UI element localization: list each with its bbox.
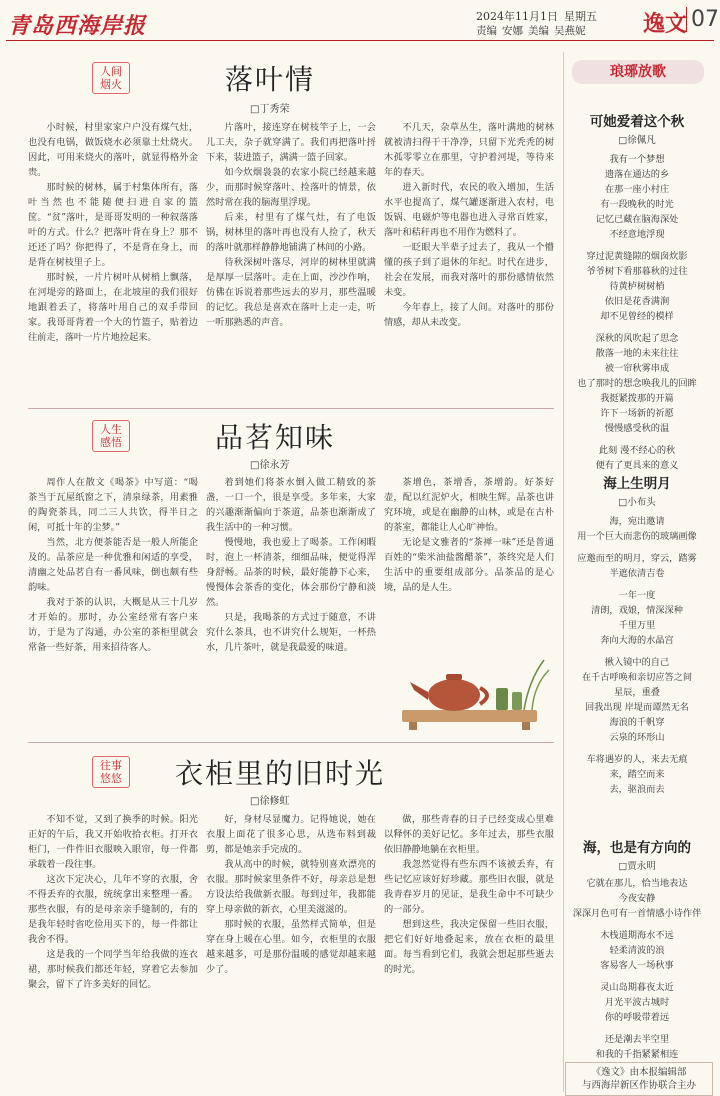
- issue-date: [476, 8, 603, 24]
- poem-line: 回我出现 岸堤而谭然无名: [585, 702, 689, 713]
- footer-line-2: 与西海岸新区作协联合主办: [581, 1080, 696, 1091]
- sidebar-footer: [565, 1062, 713, 1096]
- poem-line: 奔向大海的水晶宫: [600, 635, 674, 646]
- poem-line: 我有一个梦想: [609, 154, 665, 165]
- poem-line: 却不见曾经的模样: [600, 311, 674, 322]
- poem-line: 半遮依清吉卷: [609, 568, 665, 579]
- poem3-body: [563, 876, 711, 1062]
- poem-line: [563, 921, 711, 928]
- poem-line: 用一个巨大而悲伤的玻璃画像: [577, 531, 697, 542]
- poem-line: [563, 436, 711, 443]
- article2-column-1: 周作人在散文《喝茶》中写道：“喝茶当于瓦屋纸窗之下，清泉绿茶，用素雅的陶瓷茶具，同二三人共饮，得半日之闲，可抵十年的尘梦。” 当然，北方便茶能否是一般人所能企及的。品茶应是一种优雅和闲适的享受，清幽之处品茗自有一番风味，倒也颇有些韵味。 我对于茶的认识，大概是从三十几岁才开始的。那时，办公室经常有客户来访，于是为了沟通，办公室的茶柜里就会常备一些好茶，用来招待客人。: [28, 477, 198, 653]
- poem1-body: [563, 152, 711, 473]
- poem-line: 千里万里: [618, 620, 656, 631]
- poem-line: [563, 745, 711, 752]
- poem-line: 我挺紧拨那的开篇: [600, 393, 674, 404]
- poem3-title: 海，也是有方向的: [583, 840, 691, 856]
- poem-line: 穿过泥黄缝隙的烟囱炊影: [586, 251, 688, 262]
- poem-line: 海，宛出邀请: [609, 516, 665, 527]
- poem-line: 你的呼吸带着远: [604, 1012, 670, 1023]
- poem-line: 它就在那儿，恰当地表达: [586, 878, 688, 889]
- article3-byline: □徐修虹: [250, 796, 290, 807]
- teapot-illustration: [384, 640, 554, 735]
- poem-line: 有一段晚秋的时光: [600, 199, 674, 210]
- article1-tag: 人间烟火: [92, 62, 130, 94]
- divider: [28, 742, 554, 743]
- poem-line: 海浪的千帆穿: [609, 717, 665, 728]
- poem-line: 应邀而至的明月，穿云，踏雾: [577, 553, 697, 564]
- poem-line: 依旧是花香满涧: [604, 296, 670, 307]
- article3-tag: 往事悠悠: [92, 756, 130, 788]
- poem-line: [563, 1025, 711, 1032]
- poem-line: 来，踏空而来: [609, 769, 665, 780]
- poem2-title: 海上生明月: [603, 476, 671, 492]
- poem-line: [563, 648, 711, 655]
- poem-line: 在千古呼唤和亲切应答之间: [581, 672, 693, 683]
- weekday: 星期五: [564, 10, 597, 23]
- article2-title: 品茗知味: [215, 421, 336, 454]
- poem-line: 待黄栌树树梢: [609, 281, 665, 292]
- editor-name: 安娜: [502, 25, 523, 37]
- poem-line: 散落一地的未来往往: [595, 348, 679, 359]
- article3-column-3: 做，那些青春的日子已经变成心里难以释怀的美好记忆。多年过去，那些衣服依旧静静地躺在衣柜里。 我忽然觉得有些东西不该被丢弃，有些记忆应该好好珍藏。那些旧衣服，就是我青春岁月的见证，是我生命中不可缺少的一部分。 想到这些，我决定保留一些旧衣服，把它们好好地叠起来，放在衣柜的最里面。每当看到它们，我就会想起那些逝去的时光。: [384, 814, 554, 975]
- poem-line: 轻柔清波的浪: [609, 945, 665, 956]
- poem-line: 去，驱浪而去: [609, 784, 665, 795]
- page-number: 07: [686, 7, 719, 32]
- poem2-body: [563, 514, 711, 797]
- sidebar-header: 琅琊放歌: [572, 60, 704, 84]
- poem3-author: □贾永明: [618, 861, 656, 872]
- poem-line: 和我的千指紧紧相连: [595, 1049, 679, 1060]
- poem-line: 在那一座小村庄: [604, 184, 670, 195]
- poem-line: 爷爷树下看那暮秋的过往: [586, 266, 688, 277]
- section-name: 逸文: [643, 11, 688, 37]
- date: 2024年11月1日: [476, 10, 558, 23]
- poem-line: 还是潮去半空里: [604, 1034, 670, 1045]
- poem-line: 云泉的环形山: [609, 732, 665, 743]
- article2-column-2: 着到她们将茶水倒入做工精致的茶盏，一口一个，很是享受。多年来，大家的兴趣渐渐偏向于茶道，品茶也渐渐成了我生活中的一种习惯。 慢慢地，我也爱上了喝茶。工作闲暇时，泡上一杯清茶，细细品味，便觉得浑身舒畅。品茶的时候，最好能静下心来，慢慢体会茶香的变化，体会那份宁静和淡然。 只是，我喝茶的方式过于随意，不讲究什么茶具，也不讲究什么规矩，一杯热水，几片茶叶，就是我最爱的味道。: [206, 477, 376, 653]
- poem-line: 车将遇岁的人，来去无痕: [586, 754, 688, 765]
- poem-line: 不经意地浮现: [609, 229, 665, 240]
- article1-column-2: 片落叶，接连穿在树枝竿子上，一会儿工夫，杂子就穿满了。我们再把落叶捋下来，装进篮子，满满一篮子回家。 如今炊烟袅袅的农家小院已经越来越少，而那时候穿落叶、捡落叶的情景，依然时常在我的脑海里浮现。 后来，村里有了煤气灶，有了电饭锅，树林里的落叶再也没有人捡了，秋天的落叶就那样静静地铺满了林间的小路。 待秋深树叶落尽，河岸的树林里就满是厚厚一层落叶。走在上面，沙沙作响，仿佛在诉说着那些远去的岁月，那些温暖的记忆。我总是喜欢在落叶上走一走，听一听那熟悉的声音。: [206, 122, 376, 328]
- poem-line: 今夜安静: [618, 893, 656, 904]
- poem-line: 木栈道期海水不远: [600, 930, 674, 941]
- poem-line: 一年一度: [618, 590, 656, 601]
- poem-line: [563, 973, 711, 980]
- poem-line: 深深月色可有一首情感小诗作伴: [572, 908, 702, 919]
- footer-line-1: 《逸文》由本报编辑部: [591, 1067, 687, 1078]
- article1-column-3: 不几天，杂草丛生，落叶满地的树林就被清扫得干干净净，只留下光秃秃的树木孤零零立在那里，守护着河堤，等待来年的春天。 进入新时代，农民的收入增加，生活水平也提高了，煤气罐逐渐进入农村，电饭锅、电磁炉等电器也进入寻常百姓家，落叶和秸秆再也不用作为燃料了。 一眨眼大半辈子过去了，我从一个懵懂的孩子到了退休的年纪。时代在进步，社会在发展，而我对落叶的那份感情依然未变。 今年春上，接了人间。对落叶的那份情感，却从未改变。: [384, 122, 554, 328]
- newspaper-logo: 青岛西海岸报: [8, 13, 147, 39]
- poem-line: 慢慢感受秋的温: [604, 423, 670, 434]
- article1-title: 落叶情: [225, 63, 316, 96]
- article2-byline: □徐永芳: [250, 460, 290, 471]
- poem1-author: □徐佩凡: [618, 135, 656, 146]
- poem-line: [563, 544, 711, 551]
- poem-line: 便有了更具来的意义: [595, 460, 679, 471]
- article2-tag: 人生感悟: [92, 420, 130, 452]
- poem2-author: □小布头: [618, 497, 656, 508]
- divider: [28, 408, 554, 409]
- poem-line: 此刻 漫不经心的秋: [598, 445, 676, 456]
- designer-name: 吴燕妮: [554, 25, 586, 37]
- poem-line: [563, 324, 711, 331]
- staff-credits: [476, 23, 591, 38]
- poem-line: 被一帘秋雾串成: [604, 363, 670, 374]
- poem-line: 深秋的风吹起了思念: [595, 333, 679, 344]
- article1-column-1: 小时候，村里家家户户没有煤气灶，也没有电锅，做饭烧水必须靠土灶烧火。因此，可用来烧火的落叶，就显得格外金贵。 那时候的树林，属于村集体所有，落叶当然也不能随便扫进自家的篮筐。“贫”落叶，是哥哥发明的一种叙落落叶的方式。什么？把落叶背在身上？那不还还了吗？你把得了，不是背在身上，而是背在树枝里子上。 那时候，一片片树叶从树梢上飘落，在河堤旁的路面上，在北坡崖的我们很好地跟着丢了，将落叶用自己的双手带回家。我哥哥背着一个大的竹篮子，贴着边往前走，落叶一片片地捡起来。: [28, 122, 198, 343]
- poem-line: 灵山岛期暮夜太近: [600, 982, 674, 993]
- poem-line: [563, 581, 711, 588]
- masthead: [6, 6, 719, 41]
- poem-line: 也了那时的想念唤我儿的回眸: [577, 378, 697, 389]
- poem1-title: 可她爱着这个秋: [589, 114, 685, 130]
- poem-line: [563, 242, 711, 249]
- article3-column-2: 好，身材尽显魔力。记得她说，她在衣服上面花了很多心思，从选布料到裁剪，都是她亲手完成的。 我从高中的时候，就特别喜欢漂亮的衣服。那时候家里条件不好，母亲总是想方设法给我做新衣服。每到过年，我都能穿上母亲做的新衣，心里美滋滋的。 那时候的衣服，虽然样式简单，但是穿在身上暖在心里。如今，衣柜里的衣服越来越多，可是那份温暖的感觉却越来越少了。: [206, 814, 376, 975]
- editor-label: 责编: [476, 25, 497, 37]
- article1-byline: □丁秀荣: [250, 104, 290, 115]
- article3-column-1: 不知不觉，又到了换季的时候。阳光正好的午后，我又开始收拾衣柜。打开衣柜门，一件件旧衣服映入眼帘，每一件都承载着一段往事。 这次下定决心，几年不穿的衣服，舍不得丢弃的衣服，统统拿出来整理一番。那些衣服，有的是母亲亲手缝制的，有的是我年轻时省吃俭用买下的，每一件都让我舍不得。 这是我的一个同学当年给我做的连衣裙，那时候我们都还年轻，穿着它去参加聚会，留下了许多美好的回忆。: [28, 814, 198, 990]
- poem-line: 客易客人一场秋事: [600, 960, 674, 971]
- poem-line: 记忆已藏在脑海深处: [595, 214, 679, 225]
- designer-label: 美编: [528, 25, 549, 37]
- poem-line: 星辰，重叠: [614, 687, 660, 698]
- poem-line: 许下一场新的祈愿: [600, 408, 674, 419]
- article3-title: 衣柜里的旧时光: [175, 757, 386, 790]
- poem-line: 揪入镜中的自己: [604, 657, 670, 668]
- poem-line: 月光平波古城时: [604, 997, 670, 1008]
- article2-column-3: 茶增色，茶增香，茶增韵。好茶好壶，配以红泥炉火，相映生辉。品茶也讲究环境，或是在幽静的山林，或是在古朴的茶室，都能让人心旷神怡。 无论是文雅者的“茶禅一味”还是普通百姓的“柴米油盐酱醋茶”，茶终究是人们生活中的重要组成部分。品茶品的是心境，品的是人生。: [384, 477, 554, 593]
- poem-line: 清朗，戏娘，情深深种: [591, 605, 683, 616]
- poem-line: 遗落在通达的乡: [604, 169, 670, 180]
